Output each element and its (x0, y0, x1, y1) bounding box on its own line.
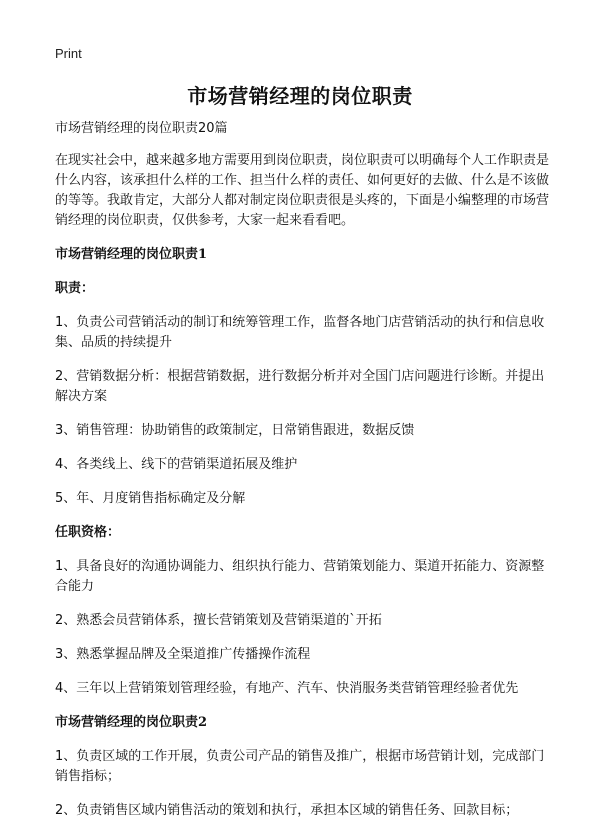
qualifications-heading: 任职资格： (55, 525, 121, 540)
document-title: 市场营销经理的岗位职责 (187, 84, 413, 108)
section-heading: 市场营销经理的岗位职责2 (55, 715, 208, 730)
qualification-item: 1、具备良好的沟通协调能力、组织执行能力、营销策划能力、渠道开拓能力、资源整合能力 (55, 559, 545, 594)
section-heading: 市场营销经理的岗位职责1 (55, 247, 208, 262)
duty-item: 2、负责销售区域内销售活动的策划和执行，承担本区域的销售任务、回款目标； (55, 803, 519, 818)
qualification-item: 3、熟悉掌握品牌及全渠道推广传播操作流程 (55, 647, 311, 662)
duty-item: 5、年、月度销售指标确定及分解 (55, 491, 246, 506)
duty-item: 3、销售管理：协助销售的政策制定，日常销售跟进，数据反馈 (55, 423, 415, 438)
document-body (55, 119, 555, 835)
duties-heading: 职责： (55, 281, 95, 296)
duty-item: 4、各类线上、线下的营销渠道拓展及维护 (55, 457, 298, 472)
print-label: Print (55, 46, 82, 61)
duty-item: 1、负责区域的工作开展，负责公司产品的销售及推广，根据市场营销计划，完成部门销售指标； (55, 749, 545, 784)
duty-item: 1、负责公司营销活动的制订和统筹管理工作，监督各地门店营销活动的执行和信息收集、品质的持续提升 (55, 315, 545, 350)
qualification-item: 2、熟悉会员营销体系，擅长营销策划及营销渠道的`开拓 (55, 613, 382, 628)
duty-item: 2、营销数据分析：根据营销数据，进行数据分析并对全国门店问题进行诊断。并提出解决方案 (55, 369, 545, 404)
qualification-item: 4、三年以上营销策划管理经验，有地产、汽车、快消服务类营销管理经验者优先 (55, 681, 519, 696)
intro-paragraph: 在现实社会中，越来越多地方需要用到岗位职责，岗位职责可以明确每个人工作职责是什么内容，该承担什么样的工作、担当什么样的责任、如何更好的去做、什么是不该做的等等。我敢肯定，大部分人都对制定岗位职责很是头疼的，下面是小编整理的市场营销经理的岗位职责，仅供参考，大家一起来看看吧。 (55, 153, 550, 228)
document-subtitle: 市场营销经理的岗位职责20篇 (55, 121, 228, 136)
